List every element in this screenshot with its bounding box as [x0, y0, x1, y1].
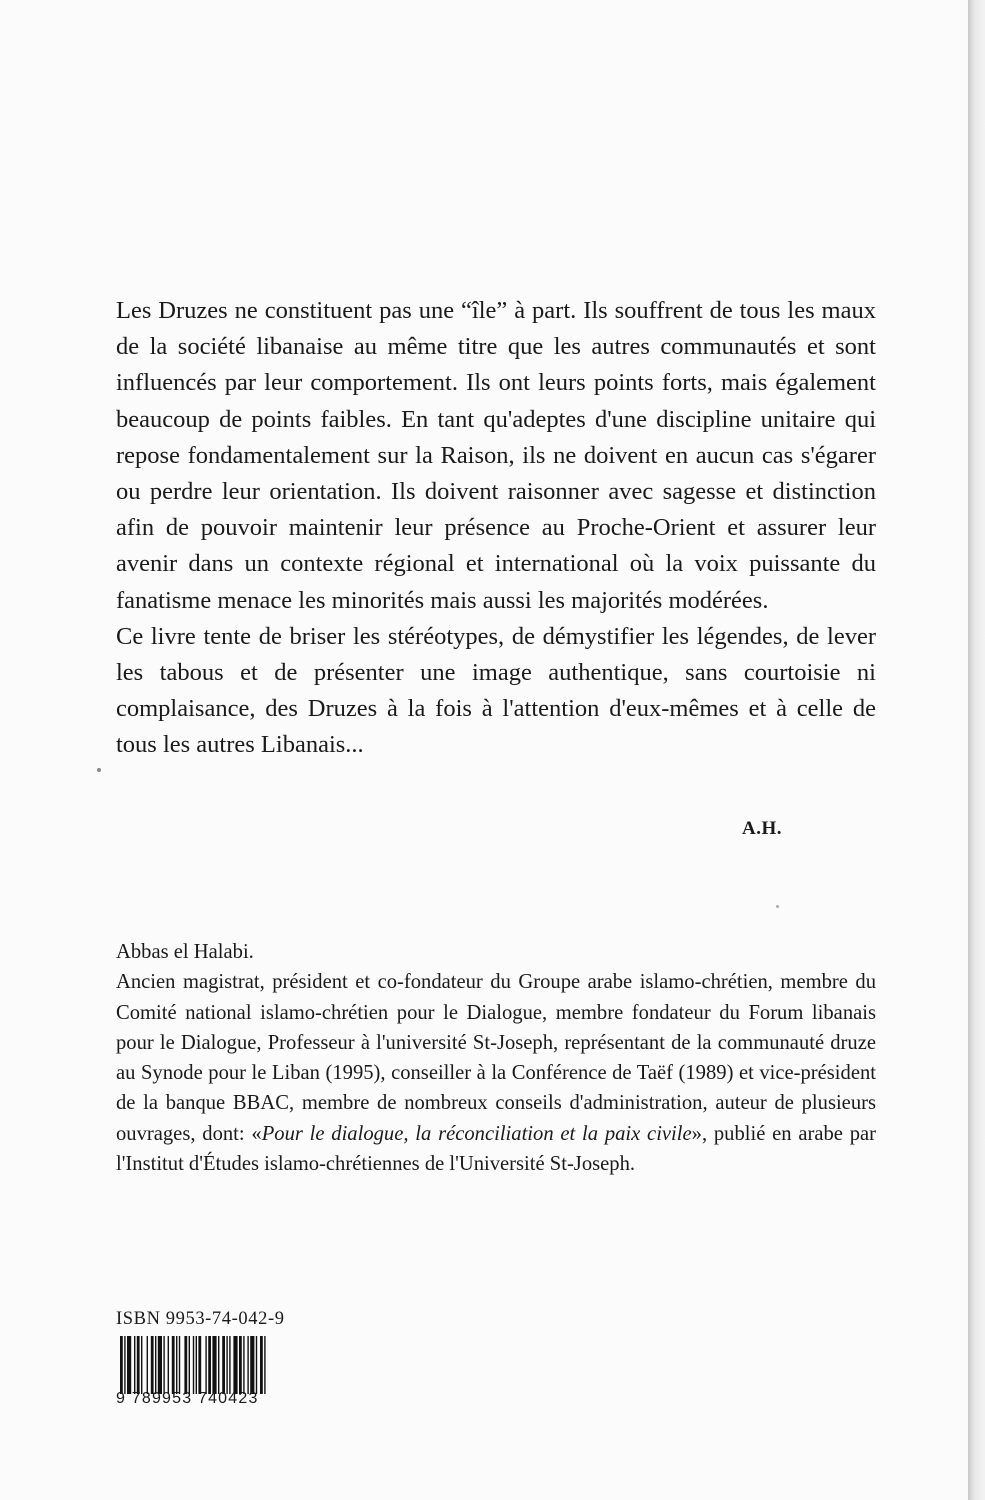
barcode-bar — [205, 1336, 206, 1394]
barcode-bar — [151, 1336, 154, 1394]
book-title: Pour le dialogue, la réconciliation et la paix civile — [261, 1122, 692, 1145]
barcode-bar — [212, 1336, 216, 1394]
barcode-bar — [250, 1336, 254, 1394]
barcode-bar — [264, 1336, 265, 1394]
barcode-bar — [176, 1336, 177, 1394]
back-cover-blurb — [116, 293, 876, 764]
barcode-bar — [208, 1336, 211, 1394]
print-speck — [97, 768, 101, 772]
biography-text-after-title: », publié en arabe par l'Institut d'Études islamo-chrétiennes de l'Université St-Joseph. — [116, 1122, 876, 1176]
cover-edge-shadow — [968, 0, 985, 1500]
author-name: Abbas el Halabi. — [116, 941, 254, 963]
barcode-bar — [239, 1336, 242, 1394]
barcode-bar — [172, 1336, 175, 1394]
barcode-bar — [158, 1336, 162, 1394]
author-initials-signature: A.H. — [742, 818, 782, 839]
isbn-label: ISBN 9953-74-042-9 — [116, 1309, 285, 1329]
barcode-bar — [189, 1336, 190, 1394]
barcode-digits: 9 789953 740423 — [116, 1390, 259, 1407]
barcode-bar — [198, 1336, 201, 1394]
barcode-bar — [134, 1336, 135, 1394]
barcode-bar — [193, 1336, 194, 1394]
barcode-icon — [116, 1336, 321, 1394]
barcode-bar — [179, 1336, 180, 1394]
barcode-bar — [226, 1336, 227, 1394]
barcode-bar — [196, 1336, 197, 1394]
barcode-bar — [222, 1336, 225, 1394]
barcode-bar — [141, 1336, 142, 1394]
barcode-bar — [163, 1336, 164, 1394]
barcode-bar — [168, 1336, 169, 1394]
blurb-paragraph-1: Les Druzes ne constituent pas une “île” à part. Ils souffrent de tous les maux de la société libanaise au même titre que les autres communautés et sont influencés par leur comportement. Ils ont leurs points forts, mais également beaucoup de points faibles. En tant qu'adeptes d'une discipline unitaire qui repose fondamentalement sur la Raison, ils ne doivent en aucun cas s'égarer ou perdre leur orientation. Ils doivent raisonner avec sagesse et distinction afin de pouvoir maintenir leur présence au Proche-Orient et assurer leur avenir dans un contexte régional et international où la voix puissante du fanatisme menace les minorités mais aussi les majorités modérées. — [116, 297, 876, 614]
author-biography-text — [116, 967, 876, 1179]
print-speck — [776, 905, 779, 908]
barcode-bar — [184, 1336, 187, 1394]
barcode-bar — [247, 1336, 248, 1394]
barcode-bar — [256, 1336, 257, 1394]
barcode-bar — [137, 1336, 140, 1394]
barcode-bar — [233, 1336, 237, 1394]
barcode-bar — [260, 1336, 263, 1394]
barcode-bar — [127, 1336, 131, 1394]
author-biography — [116, 937, 876, 1179]
barcode-bar — [124, 1336, 125, 1394]
biography-text-before-title: Ancien magistrat, président et co-fondateur du Groupe arabe islamo-chrétien, membre du Comité national islamo-chrétien pour le Dialogue, membre fondateur du Forum libanais pour le Dialogue, Professeur à l'université St-Joseph, représentant de la communauté druze au Synode pour le Liban (1995), conseiller à la Conférence de Taëf (1989) et vice-président de la banque BBAC, membre de nombreux conseils d'administration, auteur de plusieurs ouvrages, dont: « — [116, 971, 876, 1145]
blurb-paragraph-2: Ce livre tente de briser les stéréotypes, de démystifier les légendes, de lever les tabous et de présenter une image authentique, sans courtoisie ni complaisance, des Druzes à la fois à l'attention d'eux-mêmes et à celle de tous les autres Libanais... — [116, 622, 876, 759]
barcode-bar — [147, 1336, 148, 1394]
isbn-block — [116, 1308, 326, 1408]
barcode-bar — [229, 1336, 230, 1394]
barcode-bar — [243, 1336, 244, 1394]
barcode-bar — [155, 1336, 156, 1394]
barcode-bar — [218, 1336, 219, 1394]
barcode-bar — [120, 1336, 123, 1394]
